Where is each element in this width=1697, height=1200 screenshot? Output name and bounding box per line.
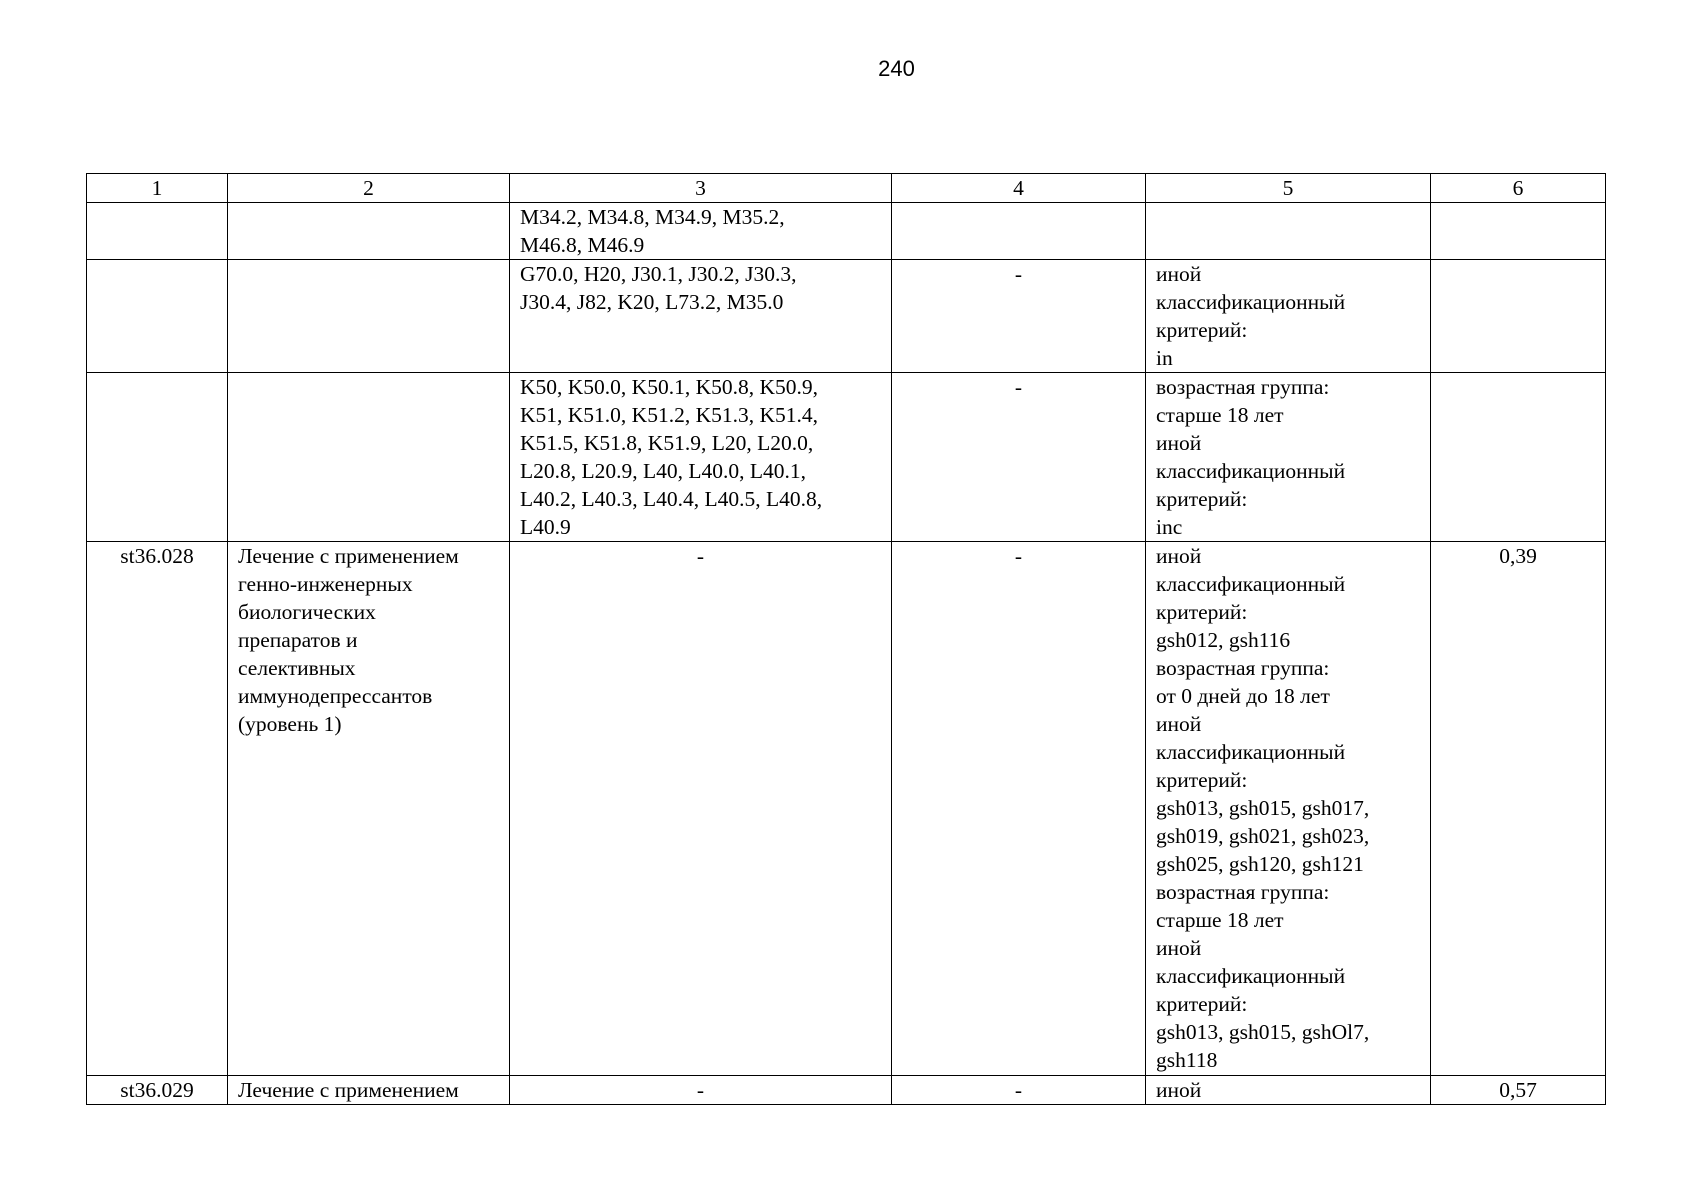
coefficient-cell: 0,57 <box>1431 1076 1606 1105</box>
coefficient-cell: 0,39 <box>1431 542 1606 1076</box>
criteria-cell: иной классификационный критерий: in <box>1146 260 1431 373</box>
services-cell: - <box>892 542 1146 1076</box>
services-cell: - <box>892 373 1146 542</box>
services-cell <box>892 203 1146 260</box>
criteria-cell: иной <box>1146 1076 1431 1105</box>
table-row <box>87 1076 1606 1105</box>
diagnoses-cell: M34.2, M34.8, M34.9, M35.2, M46.8, M46.9 <box>510 203 892 260</box>
name-cell: Лечение с применением генно-инженерных биологических препаратов и селективных иммунодепрессантов (уровень 1) <box>228 542 510 1076</box>
coefficient-cell <box>1431 260 1606 373</box>
diagnoses-cell: - <box>510 1076 892 1105</box>
name-cell <box>228 203 510 260</box>
table-row <box>87 203 1606 260</box>
column-header: 1 <box>87 174 228 203</box>
services-cell: - <box>892 260 1146 373</box>
name-cell <box>228 373 510 542</box>
coefficient-cell <box>1431 373 1606 542</box>
table-row <box>87 260 1606 373</box>
column-header: 3 <box>510 174 892 203</box>
code-cell: st36.028 <box>87 542 228 1076</box>
diagnoses-cell: G70.0, H20, J30.1, J30.2, J30.3, J30.4, J82, K20, L73.2, M35.0 <box>510 260 892 373</box>
code-cell <box>87 260 228 373</box>
column-header: 2 <box>228 174 510 203</box>
column-header: 5 <box>1146 174 1431 203</box>
tariff-table <box>86 173 1606 1105</box>
code-cell <box>87 203 228 260</box>
code-cell <box>87 373 228 542</box>
table-header-row <box>87 174 1606 203</box>
name-cell: Лечение с применением <box>228 1076 510 1105</box>
diagnoses-cell: K50, K50.0, K50.1, K50.8, K50.9, K51, K51.0, K51.2, K51.3, K51.4, K51.5, K51.8, K51.9, L20, L20.0, L20.8, L20.9, L40, L40.0, L40.1, L40.2, L40.3, L40.4, L40.5, L40.8, L40.9 <box>510 373 892 542</box>
column-header: 6 <box>1431 174 1606 203</box>
table-row <box>87 542 1606 1076</box>
column-header: 4 <box>892 174 1146 203</box>
code-cell: st36.029 <box>87 1076 228 1105</box>
diagnoses-cell: - <box>510 542 892 1076</box>
services-cell: - <box>892 1076 1146 1105</box>
page-number: 240 <box>878 56 915 81</box>
name-cell <box>228 260 510 373</box>
coefficient-cell <box>1431 203 1606 260</box>
criteria-cell <box>1146 203 1431 260</box>
table-row <box>87 373 1606 542</box>
criteria-cell: иной классификационный критерий: gsh012, gsh116 возрастная группа: от 0 дней до 18 лет иной классификационный критерий: gsh013, gsh015, gsh017, gsh019, gsh021, gsh023, gsh025, gsh120, gsh121 возрастная группа: старше 18 лет иной классификационный критерий: gsh013, gsh015, gshOl7, gsh118 <box>1146 542 1431 1076</box>
criteria-cell: возрастная группа: старше 18 лет иной классификационный критерий: inc <box>1146 373 1431 542</box>
